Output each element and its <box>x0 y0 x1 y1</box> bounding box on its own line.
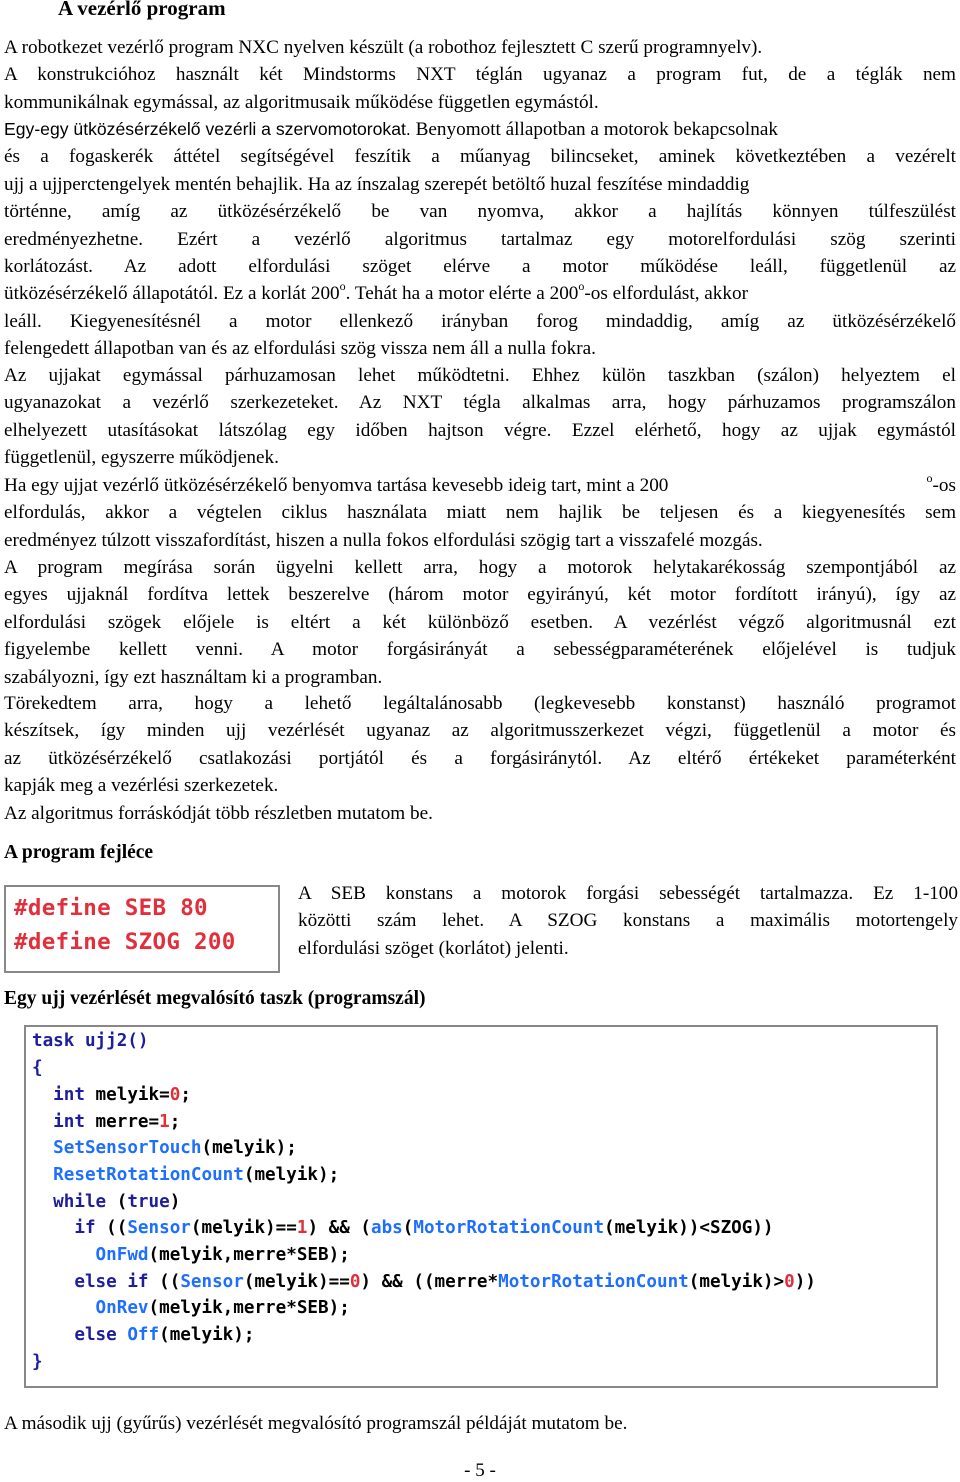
code-line: ResetRotationCount(melyik); <box>32 1165 340 1185</box>
section-heading-task: Egy ujj vezérlését megvalósító taszk (programszál) <box>4 988 426 1009</box>
text-line: A SEB konstans a motorok forgási sebességét tartalmazza. Ez 1-100 <box>298 883 958 904</box>
section-heading-header: A program fejléce <box>4 842 154 863</box>
text-line: kommunikálnak egymással, az algoritmusaik működése független egymástól. <box>4 91 599 113</box>
text-line: az ütközésérzékelő csatlakozási portjától és a forgásiránytól. Az eltérő értékeket paraméterként <box>4 747 956 769</box>
text-line: szabályozni, így ezt használtam ki a programban. <box>4 666 383 688</box>
paragraph-intro <box>4 34 956 116</box>
text-span: Ha az ínszalag szerepét betöltő huzal feszítése mindaddig <box>302 173 750 195</box>
text-line: A robotkezet vezérlő program NXC nyelven készült (a robothoz fejlesztett C szerű programnyelv). <box>4 37 763 58</box>
text-line: közötti szám lehet. A SZOG konstans a maximális motortengely <box>298 910 958 932</box>
text-span: Ha egy ujjat vezérlő ütközésérzékelő benyomva tartása kevesebb ideig tart, mint a 200 <box>4 475 669 496</box>
paragraph-sensor <box>4 116 956 363</box>
text-line <box>4 472 956 499</box>
text-line: elfordulás, akkor a végtelen ciklus használata miatt nem hajlik be teljesen és a kiegyenesítés sem <box>4 502 956 524</box>
code-line: int melyik=0; <box>32 1085 191 1105</box>
code-line: task ujj2() <box>32 1031 149 1051</box>
code-line: } <box>32 1352 43 1372</box>
text-line: A program megírása során ügyelni kellett arra, hogy a motorok helytakarékosság szempontjából az <box>4 557 956 578</box>
code-line: SetSensorTouch(melyik); <box>32 1138 297 1158</box>
code-line: while (true) <box>32 1192 181 1212</box>
text-line: leáll. Kiegyenesítésnél a motor ellenkező irányban forog mindaddig, amíg az ütközésérzékelő <box>4 310 956 332</box>
text-span: ütközésérzékelő állapotától. Ez a korlát 200 <box>4 283 340 305</box>
text-line: korlátozást. Az adott elfordulási szöget elérve a motor működése leáll, függetlenül az <box>4 255 956 277</box>
text-line: Törekedtem arra, hogy a lehető legáltalánosabb (legkevesebb konstanst) használó programot <box>4 693 956 714</box>
code-line: #define SEB 80 <box>14 895 208 921</box>
text-line: és a fogaskerék áttétel segítségével feszítik a műanyag bilincseket, aminek következtében a vezérelt <box>4 146 956 168</box>
text-line: eredményezhetne. Ezért a vezérlő algoritmus tartalmaz egy motorelfordulási szög szerinti <box>4 228 956 250</box>
text-line <box>4 171 956 198</box>
text-line: elfordulási szöget (korlátot) jelenti. <box>298 937 569 959</box>
text-line: felengedett állapotban van és az elfordulási szög vissza nem áll a nulla fokra. <box>4 338 596 360</box>
text-line: Az ujjakat egymással párhuzamosan lehet működtetni. Ehhez külön taszkban (szálon) helyeztem el <box>4 365 956 386</box>
sans-text: Egy-egy ütközésérzékelő vezérli a szervomotorokat. <box>4 119 411 139</box>
text-line: ugyanazokat a vezérlő szerkezeteket. Az NXT tégla alkalmas arra, hogy párhuzamos programszálon <box>4 392 956 414</box>
define-description <box>298 880 958 962</box>
code-line: int merre=1; <box>32 1112 181 1132</box>
text-span: -os <box>932 475 956 496</box>
text-line: készítsek, így minden ujj vezérlését ugyanaz az algoritmusszerkezet végzi, függetlenül a motor és <box>4 720 956 742</box>
text-line: eredményez túlzott visszafordítást, hiszen a nulla fokos elfordulási szögig tart a visszafelé mozgás. <box>4 529 763 551</box>
text-line: egyes ujjaknál fordítva lettek beszerelve (három motor egyirányú, két motor fordított irányú), így az <box>4 584 956 606</box>
degree-mark: o <box>578 280 585 294</box>
code-line: else if ((Sensor(melyik)==0) && ((merre*MotorRotationCount(melyik)>0)) <box>32 1272 816 1292</box>
paragraph-closing <box>4 1410 956 1437</box>
text-line <box>4 116 956 143</box>
define-code-box <box>4 885 280 973</box>
text-line: Az algoritmus forráskódját több részletben mutatom be. <box>4 802 433 824</box>
code-line: OnFwd(melyik,merre*SEB); <box>32 1245 350 1265</box>
degree-mark: o <box>926 472 933 485</box>
degree-mark: o <box>339 280 346 294</box>
paragraph-parallel <box>4 362 956 472</box>
text-span: . Tehát ha a motor elérte a 200 <box>345 283 579 305</box>
paragraph-direction <box>4 554 956 691</box>
page-title: A vezérlő program <box>58 0 226 20</box>
code-line: #define SZOG 200 <box>14 929 236 955</box>
page-number: - 5 - <box>464 1460 496 1481</box>
text-line: függetlenül, egyszerre működjenek. <box>4 447 279 469</box>
code-line: { <box>32 1058 43 1078</box>
text-span: ujj a ujjperctengelyek mentén behajlik. <box>4 173 303 195</box>
text-line: A konstrukcióhoz használt két Mindstorms NXT téglán ugyanaz a program fut, de a téglák nem <box>4 64 956 86</box>
text-line: történne, amíg az ütközésérzékelő be van nyomva, akkor a hajlítás könnyen túlfeszülést <box>4 201 956 223</box>
text-line: elfordulási szögek előjele is eltért a két különböző esetben. A vezérlést végző algoritmusnál ezt <box>4 611 956 633</box>
task-code-box <box>24 1025 938 1388</box>
text-line: figyelembe kellett venni. A motor forgásirányát a sebességparaméterének előjelével is tudjuk <box>4 639 956 661</box>
text-span: -os elfordulást, akkor <box>584 283 748 305</box>
paragraph-general <box>4 690 956 827</box>
text-line: elhelyezett utasításokat látszólag egy időben hajtson végre. Ezzel elérhető, hogy az ujjak egymástól <box>4 419 956 441</box>
code-line: if ((Sensor(melyik)==1) && (abs(MotorRotationCount(melyik))<SZOG)) <box>32 1218 774 1238</box>
code-line: OnRev(melyik,merre*SEB); <box>32 1298 350 1318</box>
code-line: else Off(melyik); <box>32 1325 255 1345</box>
text-span: Benyomott állapotban a motorok bekapcsolnak <box>410 119 778 140</box>
text-line <box>4 280 956 307</box>
paragraph-loop <box>4 472 956 554</box>
text-line: kapják meg a vezérlési szerkezetek. <box>4 775 279 797</box>
text-line: A második ujj (gyűrűs) vezérlését megvalósító programszál példáját mutatom be. <box>4 1413 628 1434</box>
